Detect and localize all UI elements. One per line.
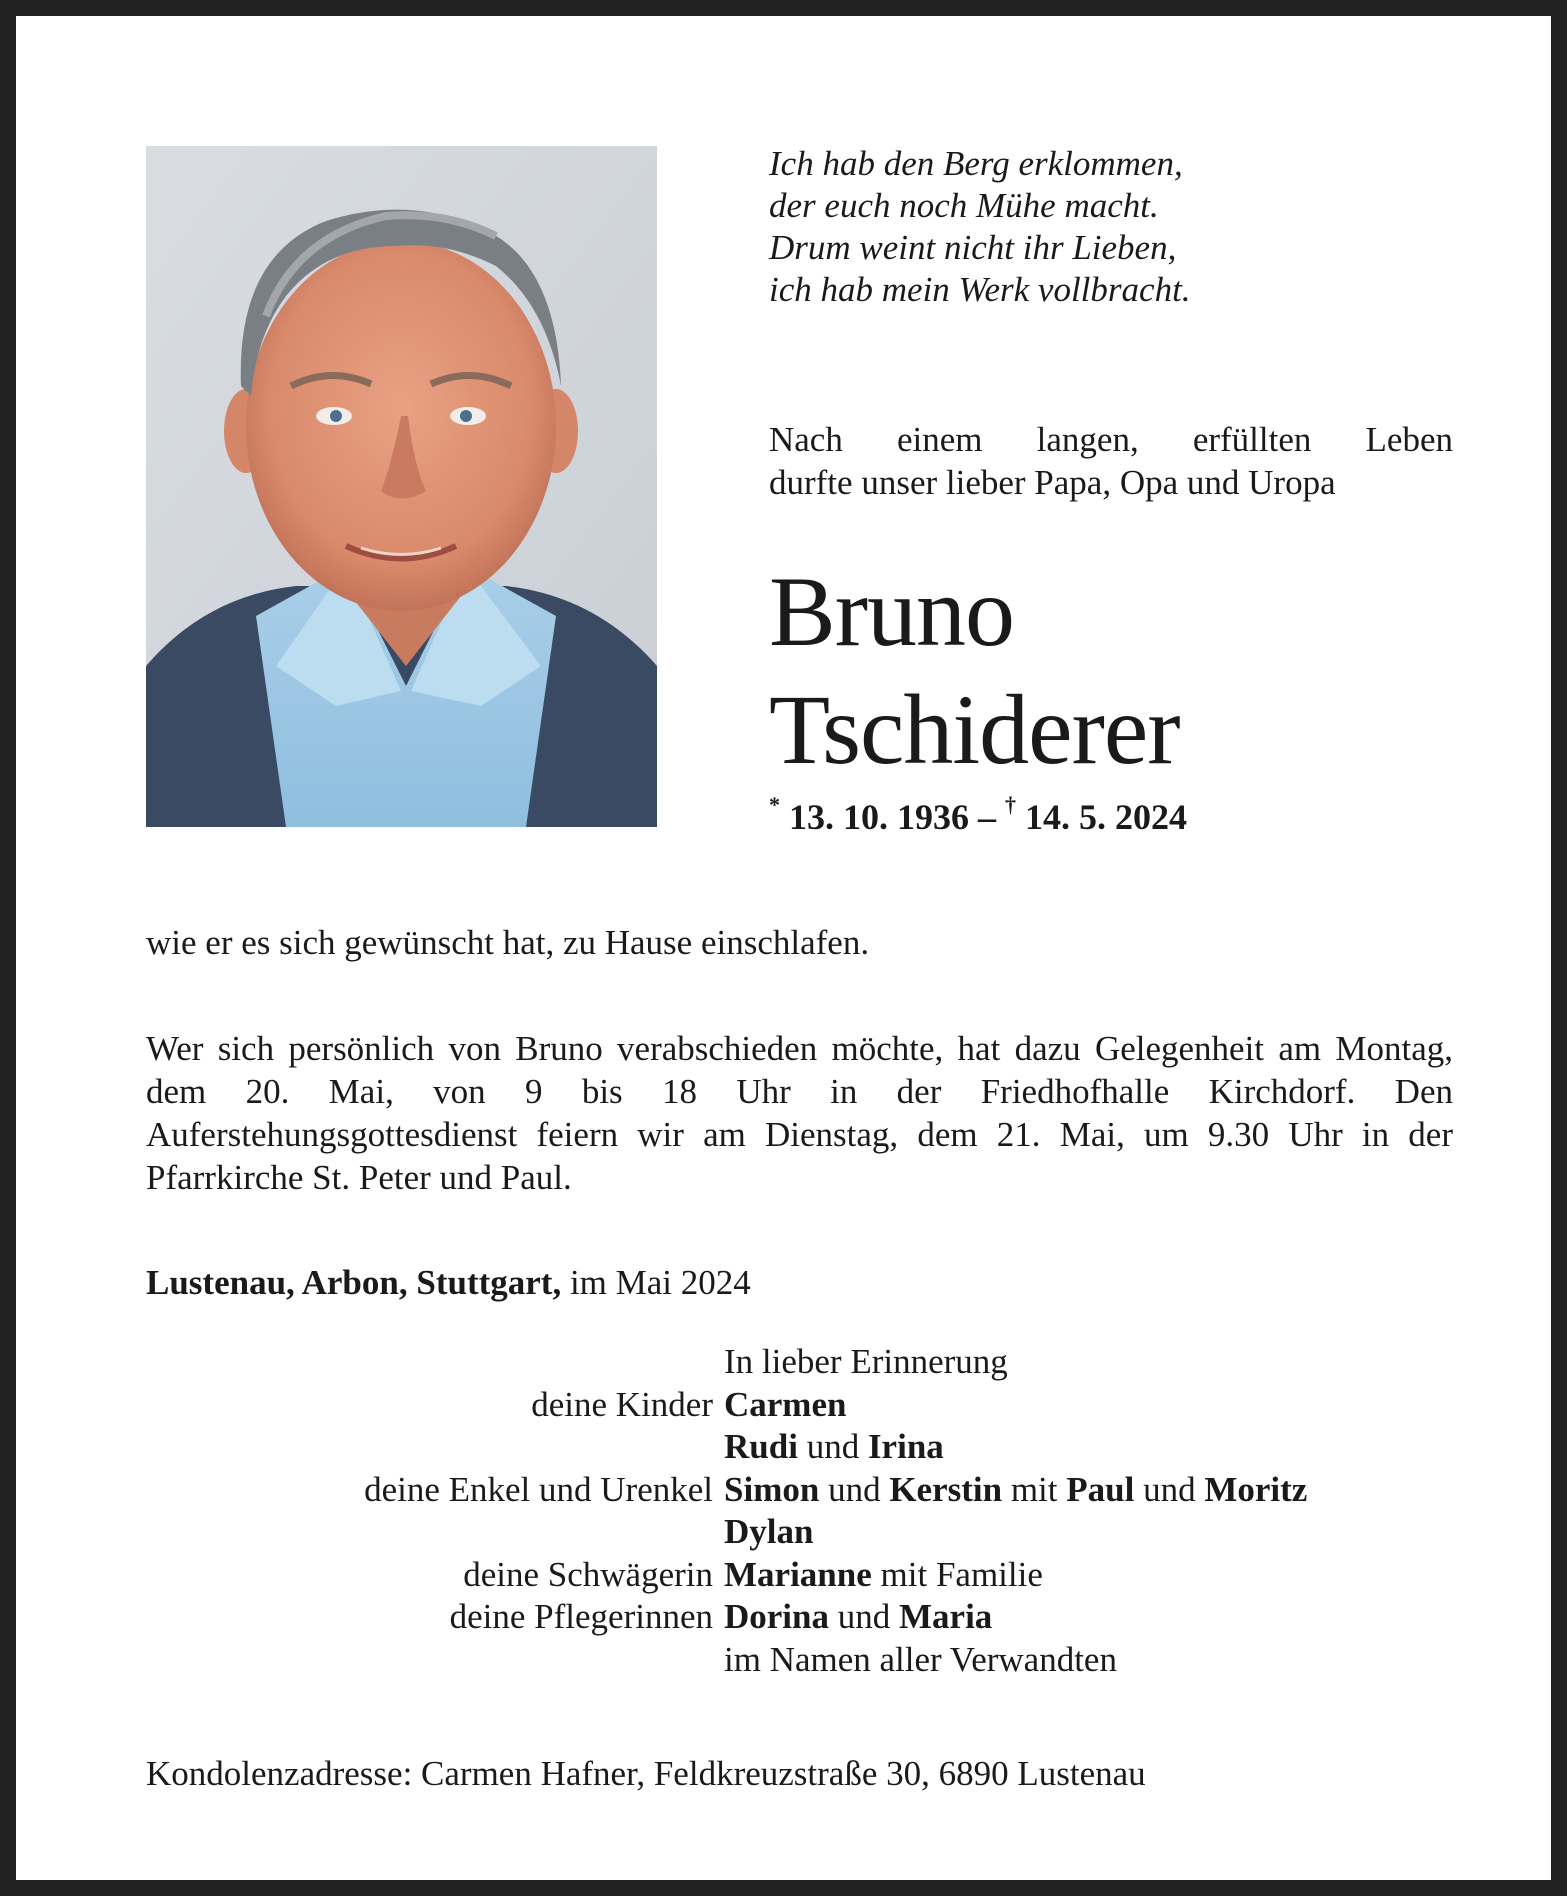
verse-line: Ich hab den Berg erklommen, <box>769 144 1183 183</box>
condolence-address: Kondolenzadresse: Carmen Hafner, Feldkreuzstraße 30, 6890 Lustenau <box>146 1754 1146 1793</box>
memorial-verse <box>769 143 1489 311</box>
places: Lustenau, Arbon, Stuttgart, <box>146 1263 562 1302</box>
mourner-name: Irina <box>867 1427 944 1466</box>
life-dates <box>769 792 1187 838</box>
intro-line-1: Nach einem langen, erfüllten Leben <box>769 420 1453 459</box>
children-label: deine Kinder <box>531 1384 713 1424</box>
sister-in-law-label: deine Schwägerin <box>463 1554 713 1594</box>
signature-closing: im Namen aller Verwandten <box>724 1639 1117 1679</box>
mourner-name: Dorina <box>724 1597 829 1636</box>
signature-heading: In lieber Erinnerung <box>724 1342 1008 1381</box>
last-name: Tschiderer <box>769 674 1180 785</box>
month-year: im Mai 2024 <box>569 1263 751 1302</box>
mourners-list <box>146 1341 1453 1681</box>
signature-row <box>146 1469 1453 1512</box>
signature-row <box>146 1511 1453 1554</box>
paragraph-passing: wie er es sich gewünscht hat, zu Hause einschlafen. <box>146 923 870 962</box>
signature-row <box>146 1426 1453 1469</box>
conjunction: und <box>837 1597 891 1636</box>
mourner-name: Rudi <box>724 1427 798 1466</box>
death-symbol: † <box>1005 792 1016 817</box>
deceased-name <box>769 553 1529 789</box>
mourner-name: Dylan <box>724 1512 814 1551</box>
signature-row <box>146 1384 1453 1427</box>
mourner-name: Carmen <box>724 1384 847 1424</box>
with-family: mit Familie <box>880 1554 1043 1594</box>
intro-text <box>769 418 1453 504</box>
mourner-name: Marianne <box>724 1554 872 1594</box>
signature-row <box>146 1341 1453 1384</box>
mourner-name: Moritz <box>1204 1469 1308 1509</box>
first-name: Bruno <box>769 556 1014 667</box>
birth-date: 13. 10. 1936 <box>789 797 969 837</box>
verse-line: der euch noch Mühe macht. <box>769 186 1159 225</box>
signature-row <box>146 1596 1453 1639</box>
death-date: 14. 5. 2024 <box>1025 797 1187 837</box>
birth-symbol: * <box>769 792 780 817</box>
intro-line-2: durfte unser lieber Papa, Opa und Uropa <box>769 463 1336 502</box>
carers-label: deine Pflegerinnen <box>449 1597 713 1636</box>
signature-row <box>146 1639 1453 1682</box>
paragraph-funeral-info: Wer sich persönlich von Bruno verabschieden möchte, hat dazu Gelegenheit am Montag, dem 20. Mai, von 9 bis 18 Uhr in der Friedhofhalle Kirchdorf. Den Auferstehungsgottesdienst feiern wir am Dienstag, dem 21. Mai, um 9.30 Uhr in der Pfarrkirche St. Peter und Paul. <box>146 1029 1453 1197</box>
mourner-name: Maria <box>899 1597 993 1636</box>
signature-row <box>146 1554 1453 1597</box>
mourner-name: Simon <box>724 1469 820 1509</box>
mourner-name: Kerstin <box>889 1469 1003 1509</box>
grandchildren-label: deine Enkel und Urenkel <box>364 1469 713 1509</box>
mourner-name: Paul <box>1066 1469 1135 1509</box>
date-dash: – <box>978 797 996 837</box>
conjunction: und <box>828 1469 881 1509</box>
place-date-line <box>146 1261 1453 1304</box>
conjunction: mit <box>1010 1469 1058 1509</box>
verse-line: Drum weint nicht ihr Lieben, <box>769 228 1177 267</box>
portrait-photo <box>146 146 657 827</box>
conjunction: und <box>1143 1469 1196 1509</box>
verse-line: ich hab mein Werk vollbracht. <box>769 270 1191 309</box>
conjunction: und <box>806 1427 860 1466</box>
